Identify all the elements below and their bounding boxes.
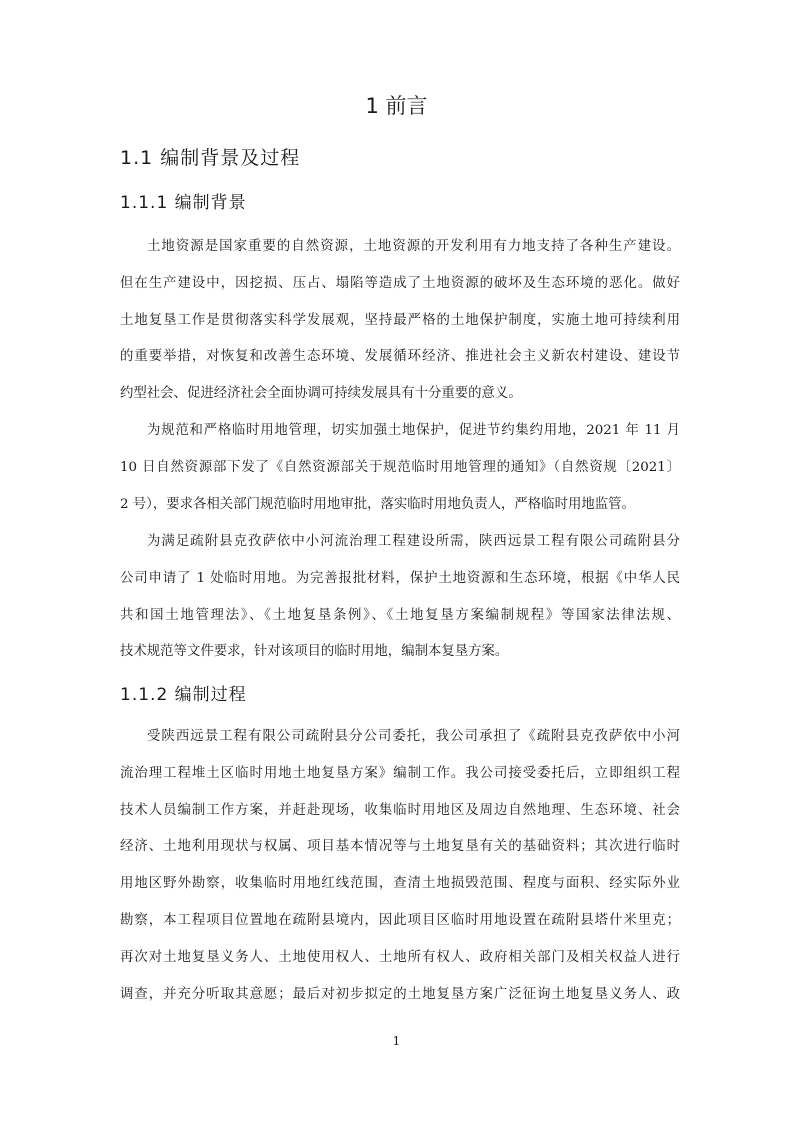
text-line: 的重要举措，对恢复和改善生态环境、发展循环经济、推进社会主义新农村建设、建设节 — [120, 349, 680, 365]
text-line: 公司申请了 1 处临时用地。为完善报批材料，保护土地资源和生态环境，根据《中华人民 — [120, 570, 680, 586]
text-line: 受陕西远景工程有限公司疏附县分公司委托，我公司承担了《疏附县克孜萨依中小河 — [147, 729, 680, 744]
text-line: 勘察，本工程项目位置地在疏附县境内，因此项目区临时用地设置在疏附县塔什米里克； — [120, 912, 680, 928]
page-number: 1 — [392, 1034, 401, 1048]
text-line: 经济、土地利用现状与权属、项目基本情况等与土地复垦有关的基础资料；其次进行临时 — [120, 839, 680, 855]
paragraph-process-1 — [120, 719, 680, 1013]
paragraph-background-2 — [120, 413, 680, 523]
paragraph-background-1 — [120, 229, 680, 413]
text-line: 调查，并充分听取其意愿；最后对初步拟定的土地复垦方案广泛征询土地复垦义务人、政 — [120, 986, 680, 1002]
text-line: 2 号），要求各相关部门规范临时用地审批，落实临时用地负责人，严格临时用地监管。 — [120, 496, 635, 512]
text-line: 技术人员编制工作方案，并赶赴现场，收集临时用地区及周边自然地理、生态环境、社会 — [120, 802, 680, 818]
paragraph-background-3 — [120, 524, 680, 671]
section-title: 1.1 编制背景及过程 — [120, 147, 301, 169]
text-line: 10 日自然资源部下发了《自然资源部关于规范临时用地管理的通知》（自然资规〔2021〕 — [120, 459, 680, 475]
text-line: 再次对土地复垦义务人、土地使用权人、土地所有权人、政府相关部门及相关权益人进行 — [120, 949, 680, 965]
text-line: 技术规范等文件要求，针对该项目的临时用地，编制本复垦方案。 — [120, 644, 509, 660]
text-line: 流治理工程堆土区临时用地土地复垦方案》编制工作。我公司接受委托后，立即组织工程 — [120, 765, 680, 781]
text-line: 用地区野外勘察，收集临时用地红线范围，查清土地损毁范围、程度与面积、经实际外业 — [120, 876, 680, 892]
subsection-title-background: 1.1.1 编制背景 — [120, 193, 247, 213]
text-line: 约型社会、促进经济社会全面协调可持续发展具有十分重要的意义。 — [120, 386, 522, 402]
chapter-title: 1 前言 — [365, 94, 428, 118]
text-line: 但在生产建设中，因挖损、压占、塌陷等造成了土地资源的破坏及生态环境的恶化。做好 — [120, 275, 680, 291]
text-line: 土地复垦工作是贯彻落实科学发展观，坚持最严格的土地保护制度，实施土地可持续利用 — [120, 312, 680, 328]
text-line: 为满足疏附县克孜萨依中小河流治理工程建设所需，陕西远景工程有限公司疏附县分 — [147, 534, 680, 549]
text-line: 共和国土地管理法》、《土地复垦条例》、《土地复垦方案编制规程》等国家法律法规、 — [120, 607, 680, 623]
text-line: 为规范和严格临时用地管理，切实加强土地保护，促进节约集约用地，2021 年 11 月 — [147, 423, 680, 438]
text-line: 土地资源是国家重要的自然资源，土地资源的开发利用有力地支持了各种生产建设。 — [147, 239, 680, 254]
subsection-title-process: 1.1.2 编制过程 — [120, 685, 247, 705]
